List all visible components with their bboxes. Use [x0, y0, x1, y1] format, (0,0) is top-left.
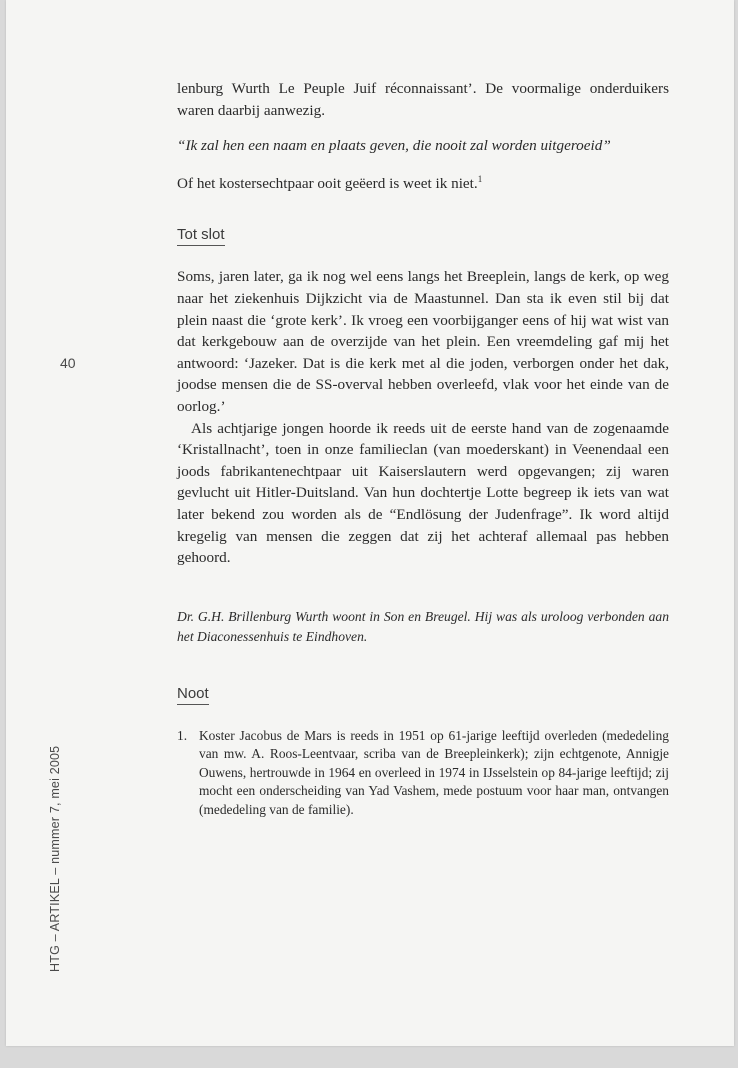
- footnote-ref: 1: [477, 173, 483, 184]
- body-paragraph-2: Als achtjarige jongen hoorde ik reeds uit de eerste hand van de zogenaamde ‘Kristallnacht’, toen in onze familieclan (van moederskant) in Veenendaal een joods fabrikantenechtpaar uit Kaiserslautern werd opgevangen; zij waren gevlucht uit Hitler-Duitsland. Van hun dochtertje Lotte begreep ik iets van wat later bekend zou worden als de “Endlösung der Judenfrage”. Ik word altijd kregelig van mensen die zeggen dat zij het achteraf allemaal pas hebben gehoord.: [177, 419, 669, 567]
- section-heading: Tot slot: [177, 226, 225, 246]
- body-paragraph-1: Soms, jaren later, ga ik nog wel eens langs het Breeplein, langs de kerk, op weg naar het ziekenhuis Dijkzicht via de Maastunnel. Dan sta ik even stil bij dat plein naast die ‘grote kerk’. Ik vroeg een voorbijganger eens of hij wat wist van dat kerkgebouw aan de overzijde van het plein. Een vreemdeling gaf mij het antwoord: ‘Jazeker. Dat is die kerk met al die joden, verborgen onder het dak, joodse mensen die de SS-overval hebben overleefd, vlak voor het einde van de oorlog.’: [177, 268, 669, 415]
- block-quote: “Ik zal hen een naam en plaats geven, die nooit zal worden uitgeroeid”: [177, 137, 611, 155]
- author-note: Dr. G.H. Brillenburg Wurth woont in Son en Breugel. Hij was als uroloog verbonden aan het Diaconessenhuis te Eindhoven.: [177, 608, 669, 644]
- intro-paragraph: lenburg Wurth Le Peuple Juif réconnaissant’. De voormalige onderduikers waren daarbij aanwezig.: [177, 80, 669, 119]
- footnote-number: 1.: [177, 727, 188, 743]
- closing-sentence: [177, 173, 669, 195]
- article-body: [177, 78, 669, 820]
- page-number: 40: [60, 355, 76, 371]
- notes-heading: Noot: [177, 685, 209, 705]
- document-page: [6, 0, 734, 1046]
- closing-text: Of het kostersechtpaar ooit geëerd is weet ik niet.: [177, 174, 478, 192]
- running-footer: HTG – ARTIKEL – nummer 7, mei 2005: [48, 745, 62, 972]
- footnote-item: [177, 727, 669, 820]
- footnote-text: Koster Jacobus de Mars is reeds in 1951 op 61-jarige leeftijd overleden (mededeling van mw. A. Roos-Leentvaar, scriba van de Breepleinkerk); zijn echtgenote, Annigje Ouwens, hertrouwde in 1964 en overleed in 1974 in IJsselstein op 84-jarige leeftijd; zij mocht een onderscheiding van Yad Vashem, mede postuum voor haar man, ontvangen (mededeling van de familie).: [199, 727, 669, 818]
